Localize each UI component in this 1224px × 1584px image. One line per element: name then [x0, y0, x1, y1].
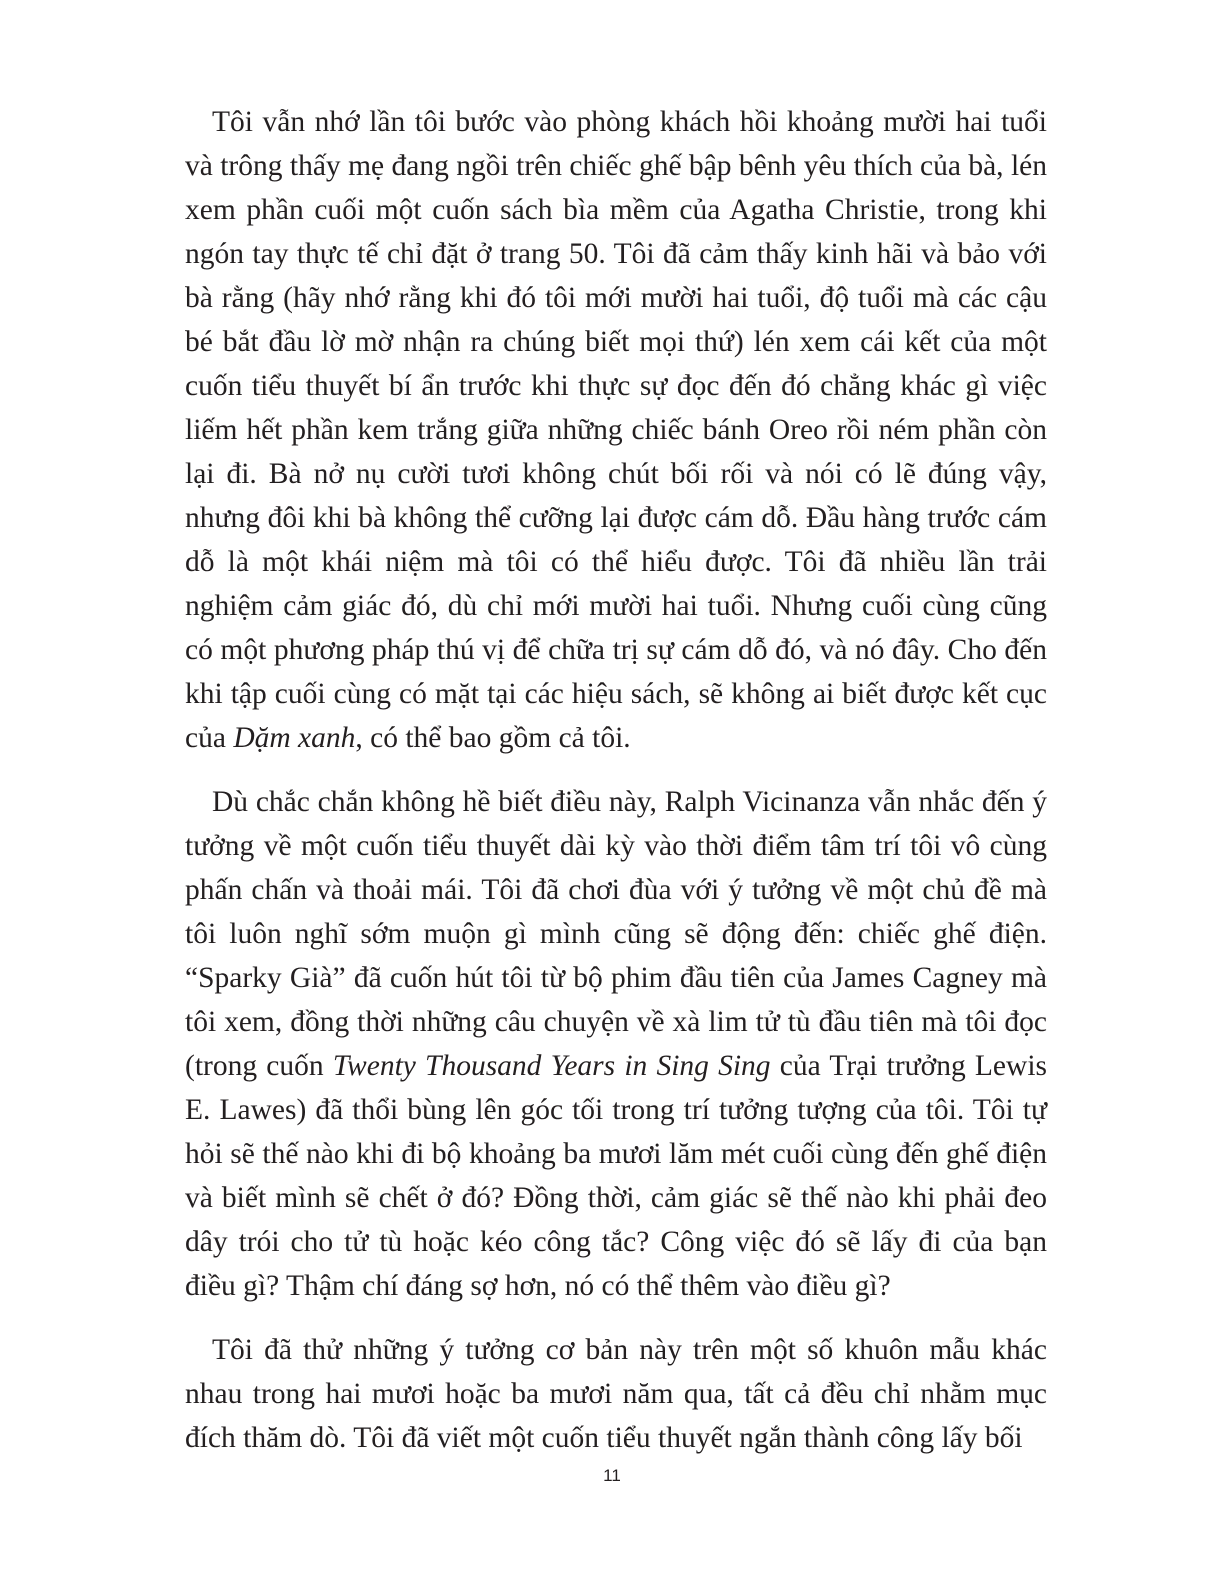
paragraph-1-text-2: , có thể bao gồm cả tôi.	[355, 722, 631, 754]
page-body	[185, 100, 1047, 1460]
paragraph-1	[185, 100, 1047, 760]
paragraph-1-text-1: Tôi vẫn nhớ lần tôi bước vào phòng khách hồi khoảng mười hai tuổi và trông thấy mẹ đang ngồi trên chiếc ghế bập bênh yêu thích của bà, lén xem phần cuối một cuốn sách bìa mềm của Agatha Christie, trong khi ngón tay thực tế chỉ đặt ở trang 50. Tôi đã cảm thấy kinh hãi và bảo với bà rằng (hãy nhớ rằng khi đó tôi mới mười hai tuổi, độ tuổi mà các cậu bé bắt đầu lờ mờ nhận ra chúng biết mọi thứ) lén xem cái kết của một cuốn tiểu thuyết bí ẩn trước khi thực sự đọc đến đó chẳng khác gì việc liếm hết phần kem trắng giữa những chiếc bánh Oreo rồi ném phần còn lại đi. Bà nở nụ cười tươi không chút bối rối và nói có lẽ đúng vậy, nhưng đôi khi bà không thể cưỡng lại được cám dỗ. Đầu hàng trước cám dỗ là một khái niệm mà tôi có thể hiểu được. Tôi đã nhiều lần trải nghiệm cảm giác đó, dù chỉ mới mười hai tuổi. Nhưng cuối cùng cũng có một phương pháp thú vị để chữa trị sự cám dỗ đó, và nó đây. Cho đến khi tập cuối cùng có mặt tại các hiệu sách, sẽ không ai biết được kết cục của	[185, 106, 1047, 754]
book-title-dam-xanh: Dặm xanh	[233, 722, 356, 754]
page-number: 11	[603, 1466, 621, 1485]
paragraph-3-text-1: Tôi đã thử những ý tưởng cơ bản này trên một số khuôn mẫu khác nhau trong hai mươi hoặc ba mươi năm qua, tất cả đều chỉ nhằm mục đích thăm dò. Tôi đã viết một cuốn tiểu thuyết ngắn thành công lấy bối	[185, 1334, 1047, 1454]
paragraph-2-text-2: của Trại trưởng Lewis E. Lawes) đã thổi bùng lên góc tối trong trí tưởng tượng của tôi. Tôi tự hỏi sẽ thế nào khi đi bộ khoảng ba mươi lăm mét cuối cùng đến ghế điện và biết mình sẽ chết ở đó? Đồng thời, cảm giác sẽ thế nào khi phải đeo dây trói cho tử tù hoặc kéo công tắc? Công việc đó sẽ lấy đi của bạn điều gì? Thậm chí đáng sợ hơn, nó có thể thêm vào điều gì?	[185, 1050, 1048, 1302]
paragraph-3	[185, 1328, 1047, 1460]
paragraph-2	[185, 780, 1047, 1308]
book-title-twenty-thousand-years: Twenty Thousand Years in Sing Sing	[332, 1050, 771, 1082]
paragraph-2-text-1: Dù chắc chắn không hề biết điều này, Ralph Vicinanza vẫn nhắc đến ý tưởng về một cuốn tiểu thuyết dài kỳ vào thời điểm tâm trí tôi vô cùng phấn chấn và thoải mái. Tôi đã chơi đùa với ý tưởng về một chủ đề mà tôi luôn nghĩ sớm muộn gì mình cũng sẽ động đến: chiếc ghế điện. “Sparky Già” đã cuốn hút tôi từ bộ phim đầu tiên của James Cagney mà tôi xem, đồng thời những câu chuyện về xà lim tử tù đầu tiên mà tôi đọc (trong cuốn	[185, 786, 1047, 1082]
